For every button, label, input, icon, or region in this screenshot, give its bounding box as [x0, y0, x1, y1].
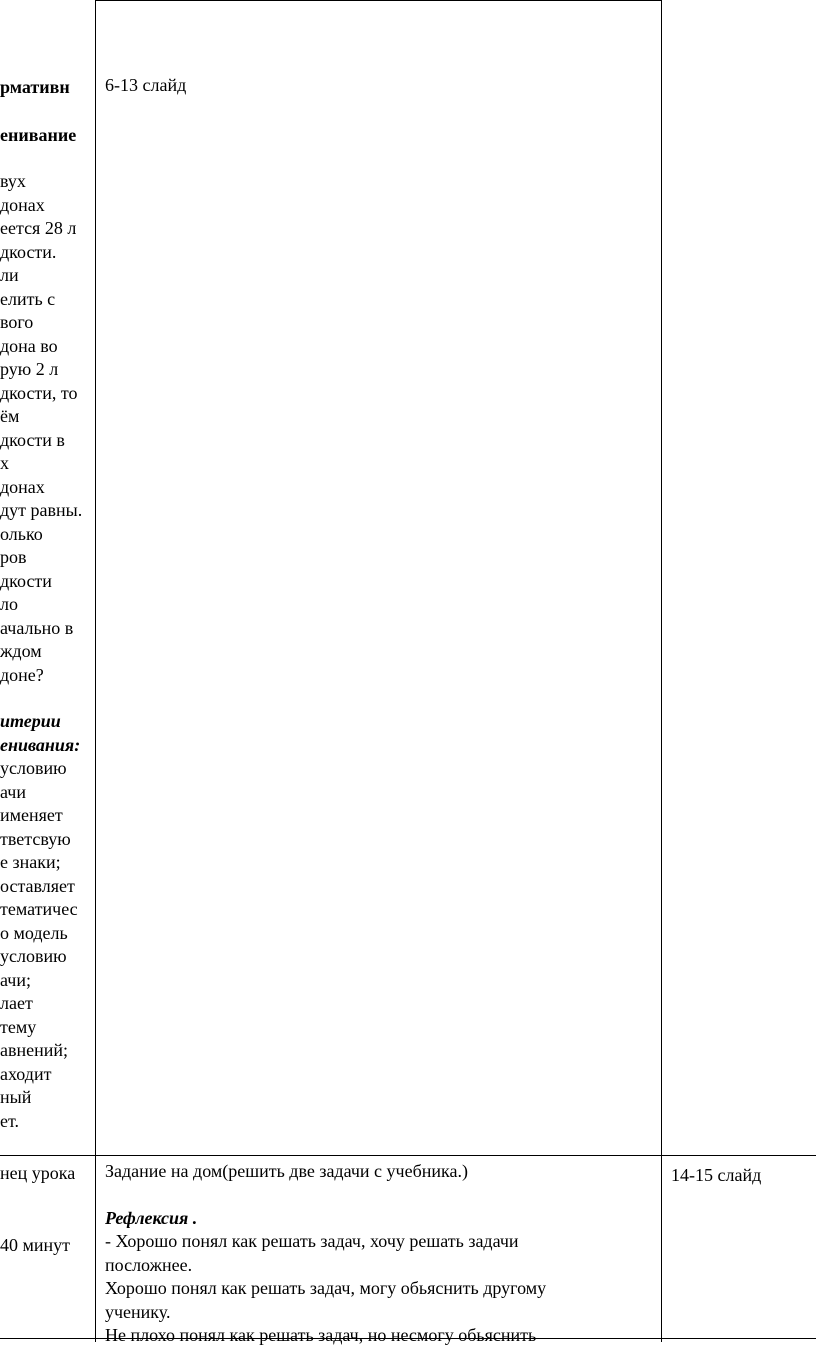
lesson-time-label: 40 минут	[0, 1235, 71, 1255]
criteria-line: ный	[0, 1087, 32, 1107]
row2-col2-cell	[105, 1160, 546, 1348]
row1-col1-cell	[0, 76, 82, 1133]
cell-heading-formative: рмативн	[0, 77, 70, 97]
task-text-line: олько	[0, 523, 43, 544]
criteria-line: лает	[0, 993, 33, 1013]
reflection-line: Хорошо понял как решать задач, могу обьяснить другому	[105, 1278, 547, 1298]
task-text-line: ли	[0, 265, 19, 285]
task-text-line: елить с	[0, 288, 56, 309]
criteria-title-line: итерии	[0, 711, 61, 731]
task-text-line: рую 2 л	[0, 359, 59, 379]
criteria-line: ет.	[0, 1110, 20, 1131]
criteria-line: условию	[0, 946, 67, 966]
reflection-line: Не плохо понял как решать задач, но несмогу обьяснить	[105, 1325, 537, 1345]
reflection-title: Рефлексия .	[105, 1207, 198, 1228]
task-text-line: дкости в	[0, 429, 65, 450]
criteria-line: ачи;	[0, 969, 31, 990]
table-border-left-col	[95, 0, 96, 1342]
task-text-line: ло	[0, 594, 18, 614]
task-text-line: ров	[0, 547, 27, 567]
criteria-line: тветсвую	[0, 828, 71, 849]
table-border-mid-col	[661, 0, 662, 1342]
criteria-title	[0, 710, 82, 757]
reflection-line: - Хорошо понял как решать задач, хочу решать задачи	[105, 1231, 519, 1251]
criteria-line: аходит	[0, 1063, 52, 1084]
slide-ref-14-15: 14-15 слайд	[671, 1165, 762, 1185]
criteria-line: именяет	[0, 805, 63, 825]
task-text-line: доне?	[0, 664, 44, 685]
task-text-line: дкости	[0, 570, 52, 591]
reflection-options	[105, 1230, 546, 1348]
task-text-line: х	[0, 453, 9, 473]
criteria-line: авнений;	[0, 1040, 69, 1060]
criteria-list	[0, 757, 82, 1133]
criteria-line: тематичес	[0, 899, 78, 919]
task-text-line: донах	[0, 194, 45, 215]
task-text-line: еется 28 л	[0, 218, 77, 238]
task-text-line: дкости.	[0, 241, 57, 262]
criteria-line: е знаки;	[0, 852, 61, 872]
criteria-title-line: енивания:	[0, 734, 81, 755]
table-border-top-right	[95, 0, 662, 1]
criteria-line: ачи	[0, 781, 26, 802]
task-text-line: ждом	[0, 641, 42, 661]
criteria-line: о модель	[0, 922, 68, 943]
criteria-line: оставляет	[0, 875, 75, 896]
lesson-stage-label: нец урока	[0, 1163, 76, 1183]
homework-text: Задание на дом(решить две задачи с учебника.)	[105, 1161, 468, 1181]
task-text-line: дкости, то	[0, 382, 78, 403]
reflection-line: посложнее.	[105, 1254, 193, 1275]
table-row-divider	[0, 1155, 816, 1156]
cell-heading-assessment: енивание	[0, 124, 77, 145]
task-text-line: донах	[0, 476, 45, 497]
criteria-line: тему	[0, 1016, 37, 1037]
task-text-line: вого	[0, 312, 34, 332]
task-text-line: вух	[0, 171, 26, 191]
task-text	[0, 170, 82, 687]
reflection-line: ученику.	[105, 1301, 171, 1322]
task-text-line: дона во	[0, 335, 58, 356]
criteria-line: условию	[0, 758, 67, 778]
task-text-line: дут равны.	[0, 500, 83, 520]
task-text-line: ём	[0, 406, 20, 426]
task-text-line: ачально в	[0, 617, 74, 638]
slide-ref-6-13: 6-13 слайд	[105, 75, 187, 95]
